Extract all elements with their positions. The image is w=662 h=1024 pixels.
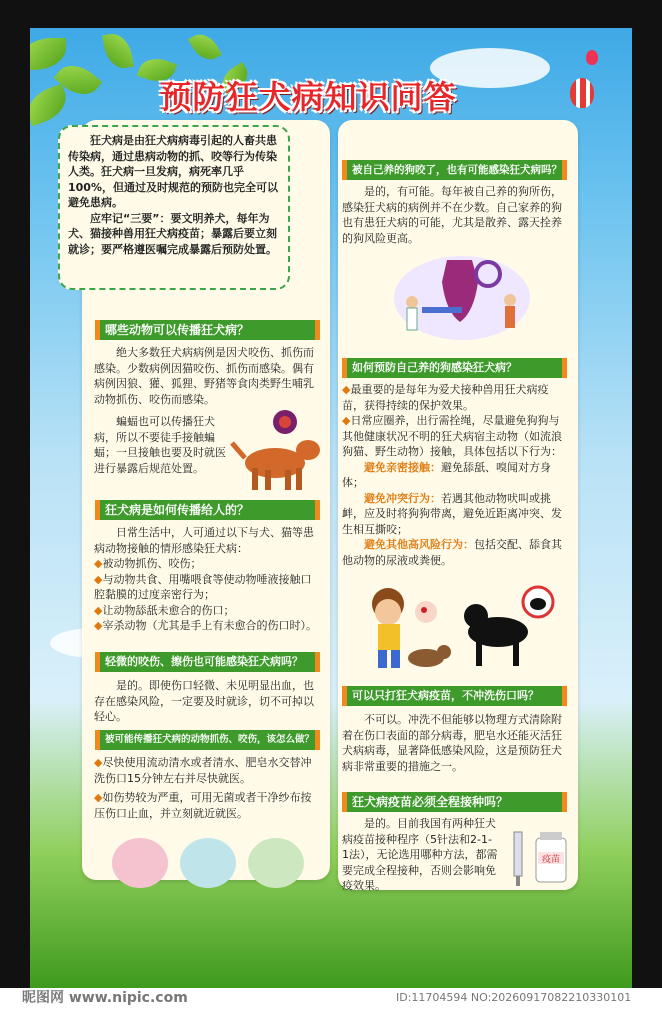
hot-air-balloon-icon <box>586 50 598 65</box>
rabid-dog-illustration <box>230 408 325 493</box>
leaf-decoration <box>30 38 66 70</box>
section-heading-q2: 狂犬病是如何传播给人的？ <box>95 500 320 520</box>
vaccine-syringe-illustration <box>500 826 570 888</box>
paragraph: 日常生活中，人可通过以下与犬、猫等患病动物接触的情形感染狂犬病： <box>94 526 314 555</box>
bullet-item: 避免冲突行为：若遇其他动物吠叫或挑衅，应及时将狗狗带离，避免近距离冲突、发生相互撕咬； <box>342 491 562 536</box>
bullet-item: ◆如伤势较为严重，可用无菌或者干净纱布按压伤口止血，并立刻就近就医。 <box>94 791 312 820</box>
leaf-decoration <box>102 31 134 71</box>
paragraph: 是的，有可能。每年被自己养的狗所伤，感染狂犬病的病例并不在少数。自己家养的狗也有患狂犬病的可能，尤其是散养、露天拴养的狗风险更高。 <box>342 185 562 245</box>
watermark-right: ID:11704594 NO:20260917082210330101 <box>396 991 632 1004</box>
section-body-q7 <box>342 712 570 774</box>
paragraph: 蝙蝠也可以传播狂犬病，所以不要徒手接触蝙蝠；一旦接触也要及时就医进行暴露后规范处置。 <box>94 415 226 475</box>
bullet-item: 避免其他高风险行为：包括交配、舔食其他动物的尿液或粪便。 <box>342 538 562 567</box>
bullet-item: ◆与动物共食、用嘴喂食等使动物唾液接触口腔黏膜的过度亲密行为； <box>94 572 312 601</box>
intro-paragraph: 应牢记“三要”：要文明养犬，每年为犬、猫接种兽用狂犬病疫苗；暴露后要立刻就诊；要严格遵医嘱完成暴露后预防处置。 <box>68 211 277 256</box>
section-body-q4 <box>94 755 322 821</box>
paragraph: 是的。目前我国有两种狂犬病疫苗接种程序（5针法和2-1-1法），无论选用哪种方法，都需要完成全程接种，否则会影响免疫效果。 <box>342 817 498 892</box>
bullet-item: ◆日常应圈养，出行需拴绳，尽量避免狗狗与其他健康状况不明的狂犬病宿主动物（如流浪狗猫、野生动物）接触，具体包括以下行为： <box>342 414 562 458</box>
wash-hands-illustration <box>112 838 168 888</box>
vet-clinic-illustration <box>392 252 532 344</box>
section-body-q8 <box>342 816 498 894</box>
section-heading-q4: 被可能传播狂犬病的动物抓伤、咬伤，该怎么做？ <box>95 730 320 750</box>
section-body-q3 <box>94 678 322 725</box>
section-body-q2 <box>94 525 322 634</box>
paragraph: 不可以。冲洗不但能够以物理方式清除附着在伤口表面的部分病毒，肥皂水还能灭活狂犬病病毒，显著降低感染风险，这是预防狂犬病非常重要的措施之一。 <box>342 713 562 773</box>
wound-cleaning-illustration <box>180 838 236 888</box>
section-body-q5 <box>342 184 570 246</box>
bullet-item: ◆最重要的是每年为爱犬接种兽用狂犬病疫苗，获得持续的保护效果。 <box>342 383 549 412</box>
leaf-decoration <box>30 84 72 127</box>
section-heading-q7: 可以只打狂犬病疫苗，不冲洗伤口吗？ <box>342 686 567 706</box>
section-heading-q6: 如何预防自己养的狗感染狂犬病？ <box>342 358 567 378</box>
intro-paragraph: 狂犬病是由狂犬病病毒引起的人畜共患传染病，通过患病动物的抓、咬等行为传染人类。狂犬病一旦发病，病死率几乎100%，但通过及时规范的预防也完全可以避免患病。 <box>68 134 278 209</box>
section-heading-q8: 狂犬病疫苗必须全程接种吗？ <box>342 792 567 812</box>
leaf-decoration <box>188 29 222 66</box>
section-body-q1 <box>94 345 322 407</box>
bullet-item: ◆被动物抓伤、咬伤； <box>94 557 202 570</box>
bullet-item: ◆尽快使用流动清水或者清水、肥皂水交替冲洗伤口15分钟左右并尽快就医。 <box>94 756 312 785</box>
page-title: 预防狂犬病知识问答 <box>159 78 457 116</box>
hot-air-balloon-icon <box>570 78 594 108</box>
intro-box <box>58 125 290 290</box>
paragraph: 是的。即使伤口轻微、未见明显出血，也存在感染风险，一定要及时就诊，切不可掉以轻心。 <box>94 679 314 723</box>
bandage-illustration <box>248 838 304 888</box>
watermark-left: 昵图网 www.nipic.com <box>22 990 188 1006</box>
boy-and-dogs-illustration <box>348 582 568 674</box>
section-body-q6 <box>342 382 570 568</box>
section-heading-q5: 被自己养的狗咬了，也有可能感染狂犬病吗？ <box>342 160 567 180</box>
paragraph: 绝大多数狂犬病病例是因犬咬伤、抓伤而感染。少数病例因猫咬伤、抓伤而感染。偶有病例因狼、獾、狐狸、野猪等食肉类野生哺乳动物抓伤、咬伤而感染。 <box>94 346 314 406</box>
section-body-q1-bats <box>94 414 234 476</box>
section-heading-q3: 轻微的咬伤、擦伤也可能感染狂犬病吗？ <box>95 652 320 672</box>
vaccine-vial-label: 疫苗 <box>541 855 561 865</box>
section-heading-q1: 哪些动物可以传播狂犬病？ <box>95 320 320 340</box>
bullet-item: 避免亲密接触：避免舔舐、嗅闻对方身体； <box>342 460 551 489</box>
bullet-item: ◆宰杀动物（尤其是手上有未愈合的伤口时）。 <box>94 619 317 632</box>
bullet-item: ◆让动物舔舐未愈合的伤口； <box>94 603 235 617</box>
